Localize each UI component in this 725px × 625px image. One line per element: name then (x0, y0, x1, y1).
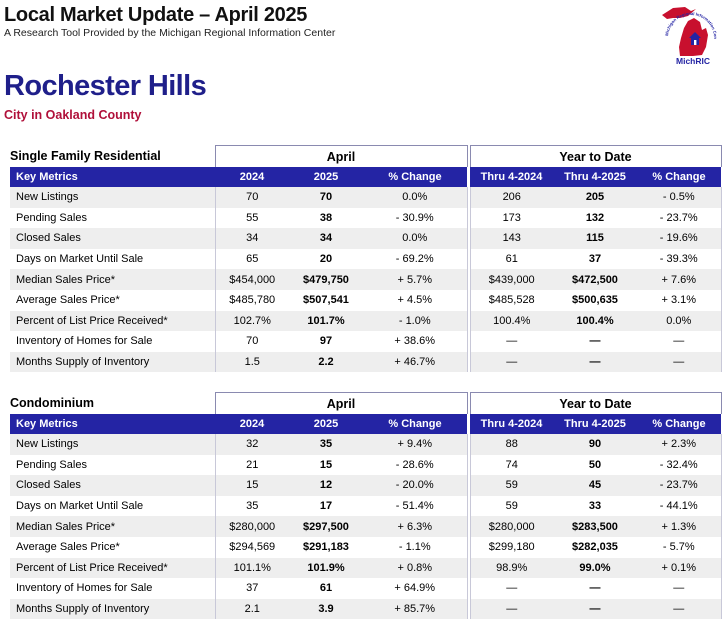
column-header: Thru 4-2025 (553, 414, 637, 434)
metric-value: 61 (289, 578, 363, 599)
metric-label: Average Sales Price* (10, 290, 215, 311)
metric-value: $297,500 (289, 516, 363, 537)
metric-value: 59 (470, 475, 553, 496)
metric-value: $507,541 (289, 290, 363, 311)
logo-text: MichRIC (676, 56, 710, 66)
metric-value: 98.9% (470, 558, 553, 579)
metric-value: $282,035 (553, 537, 637, 558)
metric-value: + 64.9% (363, 578, 467, 599)
metric-value: 17 (289, 496, 363, 517)
metric-label: New Listings (10, 434, 215, 455)
metric-value: - 1.1% (363, 537, 467, 558)
metric-value: + 9.4% (363, 434, 467, 455)
table-row (10, 331, 721, 352)
column-header: % Change (637, 414, 721, 434)
metric-value: 101.7% (289, 311, 363, 332)
metric-value: 0.0% (363, 228, 467, 249)
metric-value: 55 (215, 208, 289, 229)
column-header-row (10, 414, 721, 434)
column-header: Key Metrics (10, 167, 215, 187)
column-header: 2024 (215, 414, 289, 434)
metric-value: 38 (289, 208, 363, 229)
metric-value: — (553, 331, 637, 352)
column-header: Thru 4-2025 (553, 167, 637, 187)
column-header: % Change (363, 414, 467, 434)
city-subtitle: City in Oakland County (4, 108, 142, 122)
metric-value: 99.0% (553, 558, 637, 579)
group-april-header: April (215, 146, 467, 168)
metric-value: 2.2 (289, 352, 363, 373)
column-header: 2025 (289, 414, 363, 434)
metric-value: 101.9% (289, 558, 363, 579)
metric-value: 0.0% (363, 187, 467, 208)
table-row (10, 290, 721, 311)
logo-ring-text: Michigan Regional Information Cen (664, 10, 719, 39)
table-row (10, 352, 721, 373)
metric-value: 0.0% (637, 311, 721, 332)
metric-value: $454,000 (215, 269, 289, 290)
metric-label: Pending Sales (10, 208, 215, 229)
metric-value: $485,528 (470, 290, 553, 311)
metric-label: Days on Market Until Sale (10, 249, 215, 270)
column-header: Thru 4-2024 (470, 414, 553, 434)
city-title: Rochester Hills (4, 70, 207, 102)
metric-value: 34 (289, 228, 363, 249)
metric-value: $299,180 (470, 537, 553, 558)
table-row (10, 599, 721, 620)
metric-value: 35 (289, 434, 363, 455)
metric-value: 59 (470, 496, 553, 517)
column-header: 2024 (215, 167, 289, 187)
metric-value: - 1.0% (363, 311, 467, 332)
metric-value: — (470, 578, 553, 599)
metric-value: - 39.3% (637, 249, 721, 270)
metric-label: Closed Sales (10, 475, 215, 496)
metric-value: - 23.7% (637, 475, 721, 496)
metric-value: 102.7% (215, 311, 289, 332)
metric-label: Median Sales Price* (10, 269, 215, 290)
table-row (10, 558, 721, 579)
metric-value: + 85.7% (363, 599, 467, 620)
metric-value: 115 (553, 228, 637, 249)
metric-value: 100.4% (553, 311, 637, 332)
metric-value: — (470, 352, 553, 373)
table-row (10, 249, 721, 270)
metric-value: + 2.3% (637, 434, 721, 455)
metric-value: - 19.6% (637, 228, 721, 249)
metric-label: Percent of List Price Received* (10, 558, 215, 579)
metric-value: 37 (553, 249, 637, 270)
metric-label: Average Sales Price* (10, 537, 215, 558)
metric-value: $472,500 (553, 269, 637, 290)
metric-value: 97 (289, 331, 363, 352)
metric-value: 33 (553, 496, 637, 517)
metric-value: 37 (215, 578, 289, 599)
metric-value: - 69.2% (363, 249, 467, 270)
metric-value: 34 (215, 228, 289, 249)
column-header: % Change (637, 167, 721, 187)
metric-value: + 3.1% (637, 290, 721, 311)
group-april-header: April (215, 393, 467, 415)
metric-value: 65 (215, 249, 289, 270)
metric-value: - 44.1% (637, 496, 721, 517)
metric-value: + 0.1% (637, 558, 721, 579)
column-header: Thru 4-2024 (470, 167, 553, 187)
metric-label: Closed Sales (10, 228, 215, 249)
metric-value: — (470, 599, 553, 620)
metric-value: — (553, 599, 637, 620)
metric-value: $283,500 (553, 516, 637, 537)
metric-value: — (553, 352, 637, 373)
column-header: Key Metrics (10, 414, 215, 434)
metric-value: 12 (289, 475, 363, 496)
single-family-table (10, 145, 722, 372)
metric-value: 132 (553, 208, 637, 229)
table-row (10, 475, 721, 496)
metric-value: - 51.4% (363, 496, 467, 517)
metric-label: Inventory of Homes for Sale (10, 578, 215, 599)
metric-value: 15 (215, 475, 289, 496)
metric-value: $280,000 (470, 516, 553, 537)
table-row (10, 187, 721, 208)
metric-value: 50 (553, 455, 637, 476)
column-header-row (10, 167, 721, 187)
metric-value: + 1.3% (637, 516, 721, 537)
metric-value: 205 (553, 187, 637, 208)
section-title: Single Family Residential (10, 149, 161, 164)
metric-value: 20 (289, 249, 363, 270)
table-row (10, 269, 721, 290)
table-row (10, 516, 721, 537)
table-row (10, 434, 721, 455)
group-ytd-header: Year to Date (470, 393, 721, 415)
report-title: Local Market Update – April 2025 (4, 4, 308, 26)
metric-value: 35 (215, 496, 289, 517)
metric-value: - 28.6% (363, 455, 467, 476)
report-subtitle: A Research Tool Provided by the Michigan Regional Information Center (4, 27, 336, 39)
column-header: % Change (363, 167, 467, 187)
metric-value: 70 (289, 187, 363, 208)
metric-value: - 32.4% (637, 455, 721, 476)
metric-label: New Listings (10, 187, 215, 208)
metric-value: — (553, 578, 637, 599)
table-row (10, 311, 721, 332)
metric-value: $294,569 (215, 537, 289, 558)
metric-value: 90 (553, 434, 637, 455)
metric-value: 1.5 (215, 352, 289, 373)
metric-value: - 30.9% (363, 208, 467, 229)
column-header: 2025 (289, 167, 363, 187)
metric-value: $485,780 (215, 290, 289, 311)
section-header-row (10, 393, 721, 415)
metric-value: $291,183 (289, 537, 363, 558)
metric-value: — (637, 352, 721, 373)
metric-value: + 7.6% (637, 269, 721, 290)
metric-label: Inventory of Homes for Sale (10, 331, 215, 352)
metric-value: $439,000 (470, 269, 553, 290)
metric-label: Median Sales Price* (10, 516, 215, 537)
metric-value: — (470, 331, 553, 352)
metric-value: 15 (289, 455, 363, 476)
metric-label: Months Supply of Inventory (10, 352, 215, 373)
condominium-table (10, 392, 722, 619)
metric-value: - 20.0% (363, 475, 467, 496)
metric-value: — (637, 578, 721, 599)
table-row (10, 496, 721, 517)
section-body (10, 393, 721, 620)
table-row (10, 578, 721, 599)
metric-value: $500,635 (553, 290, 637, 311)
metric-value: + 38.6% (363, 331, 467, 352)
metric-value: 21 (215, 455, 289, 476)
michric-logo (658, 2, 724, 68)
metric-value: - 5.7% (637, 537, 721, 558)
section-header-row (10, 146, 721, 168)
metric-value: 173 (470, 208, 553, 229)
metric-label: Percent of List Price Received* (10, 311, 215, 332)
metric-value: - 0.5% (637, 187, 721, 208)
table-row (10, 208, 721, 229)
metric-value: 70 (215, 187, 289, 208)
table-row (10, 537, 721, 558)
group-ytd-header: Year to Date (470, 146, 721, 168)
metric-value: 2.1 (215, 599, 289, 620)
metric-value: — (637, 331, 721, 352)
metric-label: Days on Market Until Sale (10, 496, 215, 517)
metric-value: + 0.8% (363, 558, 467, 579)
metric-value: 101.1% (215, 558, 289, 579)
metric-value: 45 (553, 475, 637, 496)
metric-value: — (637, 599, 721, 620)
metric-value: $280,000 (215, 516, 289, 537)
metric-value: + 46.7% (363, 352, 467, 373)
metric-value: 61 (470, 249, 553, 270)
metric-value: + 5.7% (363, 269, 467, 290)
section-title: Condominium (10, 396, 95, 411)
metric-value: + 4.5% (363, 290, 467, 311)
metric-label: Months Supply of Inventory (10, 599, 215, 620)
metric-label: Pending Sales (10, 455, 215, 476)
metric-value: 88 (470, 434, 553, 455)
metric-value: 143 (470, 228, 553, 249)
metric-value: 100.4% (470, 311, 553, 332)
metric-value: - 23.7% (637, 208, 721, 229)
metric-value: 206 (470, 187, 553, 208)
metric-value: $479,750 (289, 269, 363, 290)
metric-value: 3.9 (289, 599, 363, 620)
table-row (10, 228, 721, 249)
section-body (10, 146, 721, 373)
metric-value: 74 (470, 455, 553, 476)
metric-value: 32 (215, 434, 289, 455)
table-row (10, 455, 721, 476)
metric-value: 70 (215, 331, 289, 352)
metric-value: + 6.3% (363, 516, 467, 537)
